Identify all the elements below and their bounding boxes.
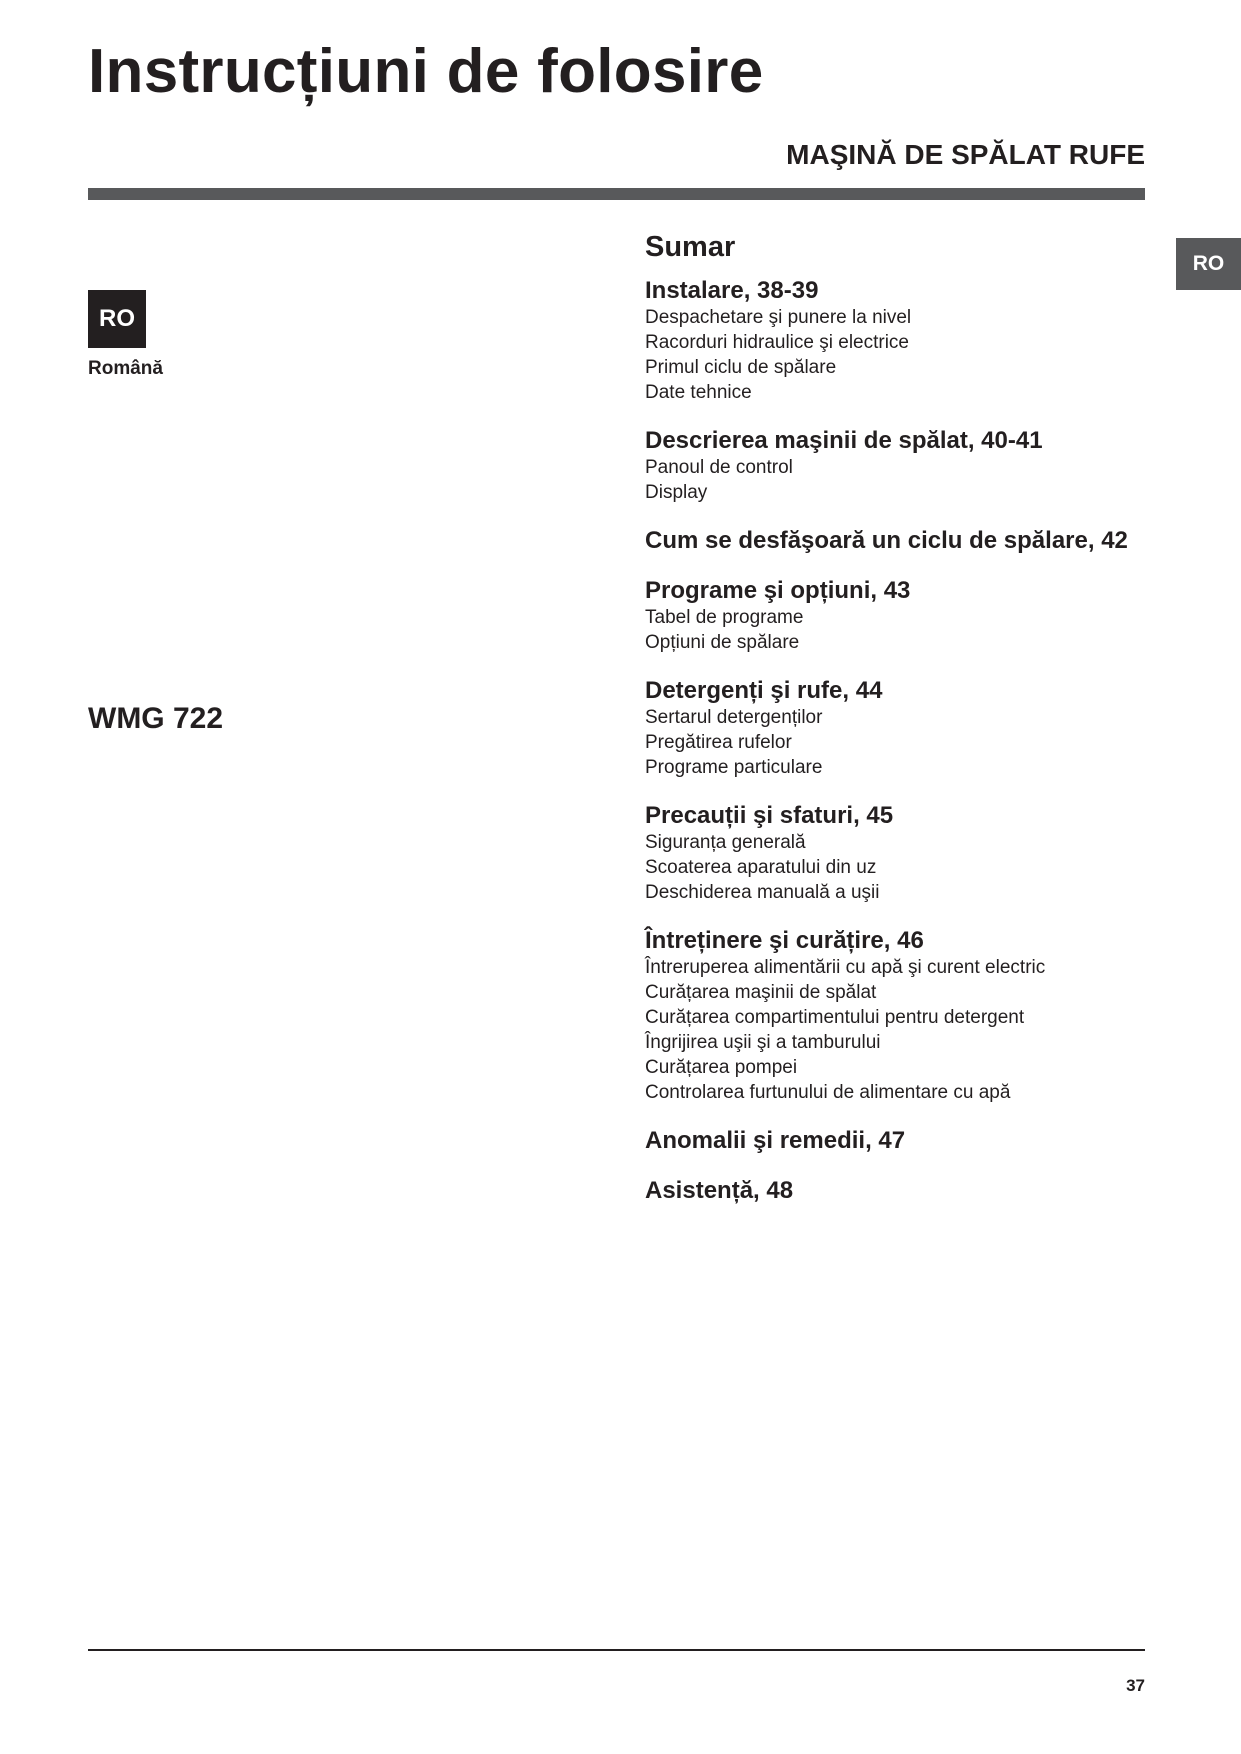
- toc-subitem-list: [645, 455, 1145, 505]
- toc-subitem: Sertarul detergenților: [645, 706, 823, 728]
- toc-subitem: Întreruperea alimentării cu apă şi curent electric: [645, 956, 1046, 978]
- toc-section-title: Cum se desfăşoară un ciclu de spălare, 42: [645, 526, 1128, 554]
- footer-divider: [88, 1649, 1145, 1651]
- toc-subitem: Controlarea furtunului de alimentare cu apă: [645, 1081, 1011, 1103]
- toc-subitem-list: [645, 305, 1145, 405]
- toc-section: [645, 1177, 1145, 1205]
- toc-section-title: Întreținere şi curățire, 46: [645, 926, 924, 954]
- language-name: Română: [88, 358, 163, 379]
- language-side-tab: RO: [1176, 238, 1241, 290]
- toc-section: [645, 577, 1145, 655]
- toc-subitem-list: [645, 605, 1145, 655]
- toc-subitem: Îngrijirea uşii şi a tamburului: [645, 1031, 881, 1053]
- toc-section: [645, 927, 1145, 1105]
- toc-subitem-list: [645, 705, 1145, 780]
- toc-section: [645, 1127, 1145, 1155]
- model-name: WMG 722: [88, 702, 224, 735]
- toc-subitem: Despachetare şi punere la nivel: [645, 306, 912, 328]
- toc-section-title: Precauții şi sfaturi, 45: [645, 801, 894, 829]
- toc-section: [645, 427, 1145, 505]
- toc-section: [645, 277, 1145, 405]
- toc-section-title: Instalare, 38-39: [645, 276, 819, 304]
- toc-subitem: Tabel de programe: [645, 606, 804, 628]
- toc-section-title: Anomalii şi remedii, 47: [645, 1126, 906, 1154]
- toc-section: [645, 677, 1145, 780]
- toc-subitem: Curățarea compartimentului pentru detergent: [645, 1006, 1025, 1028]
- toc-subitem: Curățarea pompei: [645, 1056, 798, 1078]
- toc-subitem: Racorduri hidraulice şi electrice: [645, 331, 909, 353]
- toc-subitem: Primul ciclu de spălare: [645, 356, 837, 378]
- toc-section: [645, 802, 1145, 905]
- toc-section-title: Descrierea maşinii de spălat, 40-41: [645, 426, 1043, 454]
- document-title: Instrucțiuni de folosire: [88, 37, 764, 106]
- header-divider: [88, 188, 1145, 200]
- page-number: 37: [1126, 1676, 1145, 1695]
- toc-subitem: Programe particulare: [645, 756, 823, 778]
- toc-subitem: Date tehnice: [645, 381, 752, 403]
- toc-subitem: Pregătirea rufelor: [645, 731, 792, 753]
- toc-subitem: Deschiderea manuală a uşii: [645, 881, 880, 903]
- toc-subitem: Panoul de control: [645, 456, 793, 478]
- toc-subitem-list: [645, 955, 1145, 1105]
- table-of-contents: [645, 230, 1145, 1227]
- toc-section: [645, 527, 1145, 555]
- toc-subitem: Display: [645, 481, 708, 503]
- toc-section-title: Programe şi opțiuni, 43: [645, 576, 911, 604]
- toc-subitem-list: [645, 830, 1145, 905]
- language-code-badge: RO: [88, 290, 146, 348]
- toc-heading: Sumar: [645, 231, 736, 263]
- toc-subitem: Siguranța generală: [645, 831, 806, 853]
- toc-sections: [645, 277, 1145, 1205]
- toc-section-title: Detergenți şi rufe, 44: [645, 676, 883, 704]
- toc-subitem: Opțiuni de spălare: [645, 631, 800, 653]
- toc-subitem: Curățarea maşinii de spălat: [645, 981, 877, 1003]
- toc-section-title: Asistență, 48: [645, 1176, 794, 1204]
- toc-subitem: Scoaterea aparatului din uz: [645, 856, 877, 878]
- document-subtitle: MAŞINĂ DE SPĂLAT RUFE: [786, 139, 1145, 170]
